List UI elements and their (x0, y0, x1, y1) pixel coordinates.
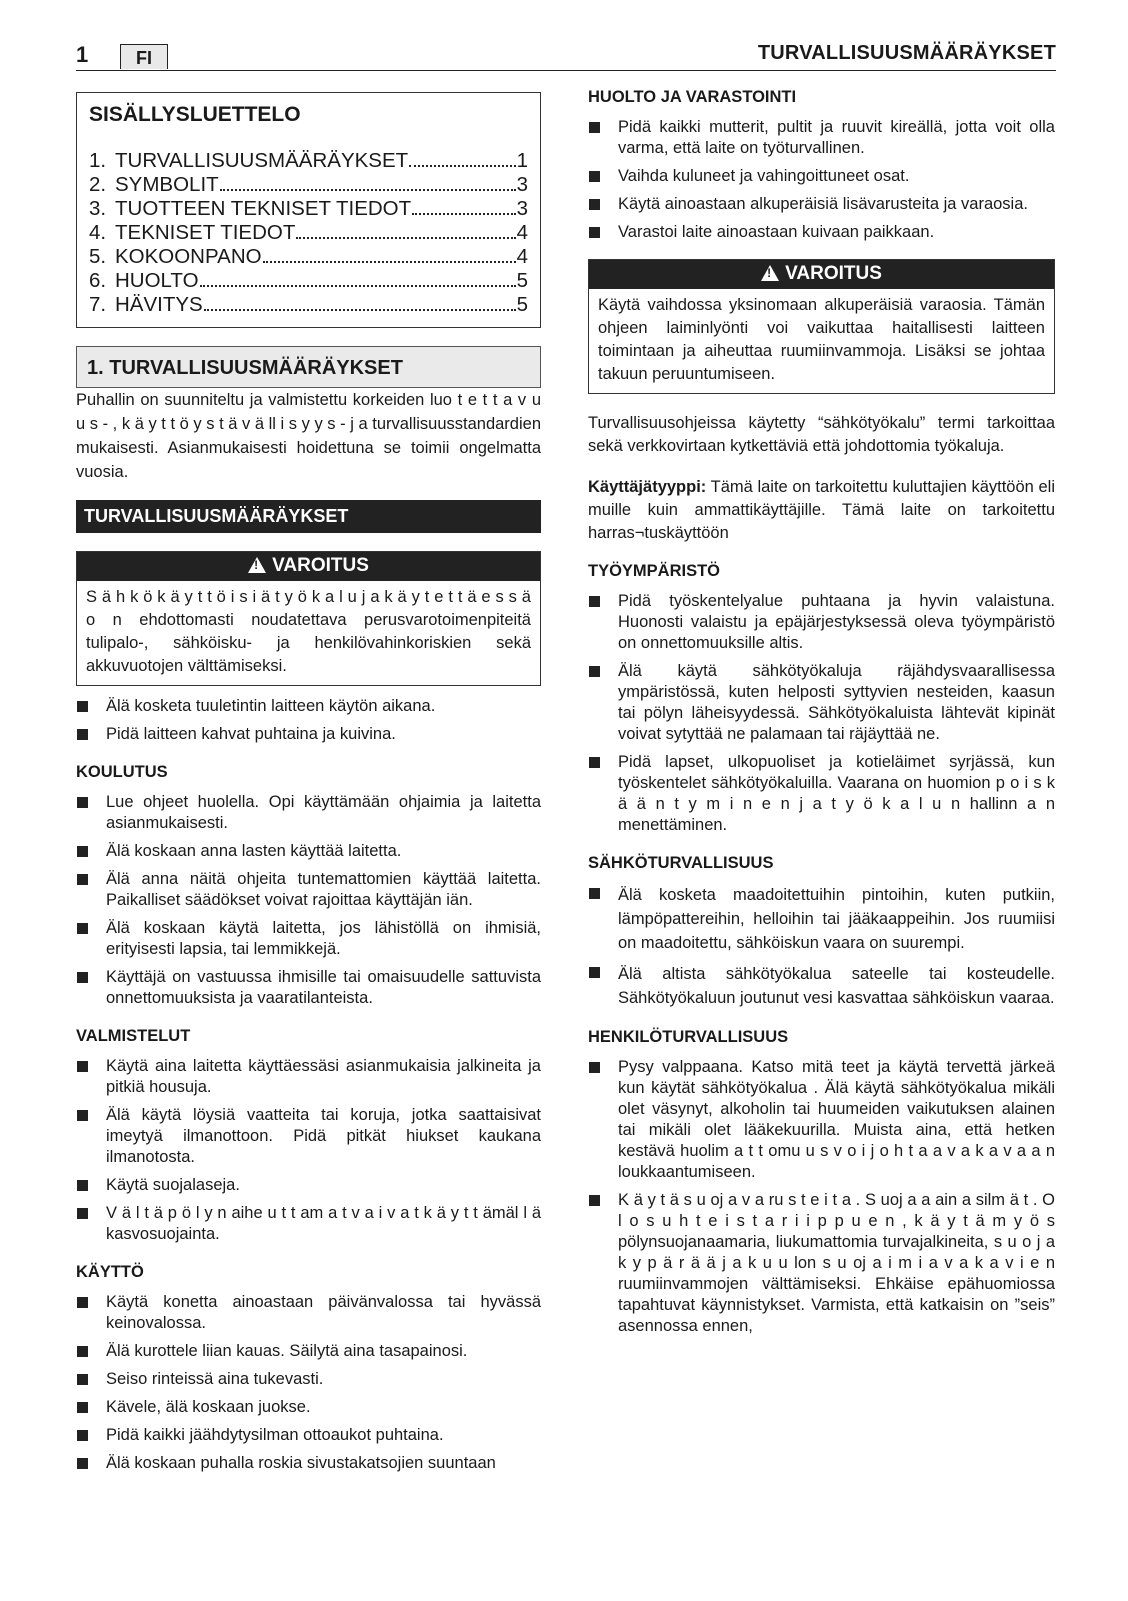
toc-item-number: 7. (89, 293, 107, 316)
bullet-square-icon (77, 923, 88, 934)
bullet-square-icon (589, 171, 600, 182)
list-item (588, 117, 1055, 159)
warning-title: VAROITUS (785, 263, 882, 284)
list-item-text: Älä altista sähkötyökalua sateelle tai kosteudelle. Sähkötyökaluun joutunut vesi kasvattaa sähköiskun vaaraa. (618, 964, 1055, 1007)
toc-leader-dots (296, 221, 515, 239)
bullet-square-icon (77, 1346, 88, 1357)
page-number: 1 (76, 42, 89, 67)
subheading-henkiloturvallisuus: HENKILÖTURVALLISUUS (588, 1027, 789, 1046)
list-item (588, 1190, 1055, 1337)
huolto-list (588, 117, 1055, 243)
list-item (76, 696, 541, 717)
list-item (76, 1453, 541, 1474)
warning-header (589, 260, 1054, 289)
list-item (588, 166, 1055, 187)
list-item (76, 792, 541, 834)
list-item-text: Käytä ainoastaan alkuperäisiä lisävarusteita ja varaosia. (618, 195, 1028, 213)
general-bullet-list (76, 696, 541, 745)
toc-item[interactable] (89, 197, 528, 221)
list-item-text: Pidä kaikki jäähdytysilman ottoaukot puhtaina. (106, 1426, 444, 1444)
list-item-text: Käyttäjä on vastuussa ihmisille tai omaisuudelle sattuvista onnettomuuksista ja vaaratilanteista. (106, 968, 541, 1007)
bullet-square-icon (589, 199, 600, 210)
list-item (76, 1056, 541, 1098)
list-item-text: Seiso rinteissä aina tukevasti. (106, 1370, 324, 1388)
list-item (76, 869, 541, 911)
list-item (76, 841, 541, 862)
list-item (588, 591, 1055, 654)
bullet-square-icon (589, 757, 600, 768)
list-item (76, 1105, 541, 1168)
bullet-square-icon (589, 666, 600, 677)
warning-triangle-icon (248, 557, 266, 573)
subheading-kaytto: KÄYTTÖ (76, 1263, 144, 1281)
toc-item[interactable] (89, 269, 528, 293)
warning-box (588, 259, 1055, 394)
bullet-square-icon (77, 701, 88, 712)
warning-text: Käytä vaihdossa yksinomaan alkuperäisiä varaosia. Tämän ohjeen laiminlyönti voi vaikuttaa haitallisesti laitteen toimintaan ja aiheuttaa ruumiinvammoja. Lisäksi se johtaa takuun peruuntumiseen. (598, 296, 1045, 383)
page-header (76, 36, 1056, 71)
toc-item-number: 2. (89, 173, 107, 196)
bullet-square-icon (589, 1195, 600, 1206)
list-item (588, 661, 1055, 745)
bullet-square-icon (589, 227, 600, 238)
list-item (76, 1341, 541, 1362)
bullet-square-icon (77, 797, 88, 808)
list-item-text: Käytä suojalaseja. (106, 1176, 240, 1194)
list-item-text: Älä kosketa maadoitettuihin pintoihin, kuten putkiin, lämpöpattereihin, helloihin tai jääkaappeihin. Jos ruumiisi on maadoitettu, sähköiskun vaara on suurempi. (618, 885, 1055, 952)
toc-leader-dots (263, 245, 516, 263)
list-item (588, 883, 1055, 955)
toc-item[interactable] (89, 293, 528, 317)
toc-item[interactable] (89, 173, 528, 197)
list-item-text: K ä y t ä s u oj a v a ru s t e i t a . S uoj a a ain a silm ä t . O l o s u h t e i s t a r i i p p u e n , k ä y t ä m y ö s pölynsuojanaamaria, liukumattomia turvajalkineita, s u o j a k y p ä r ä ä j a k u u lon s u oj a i m i a v a k a v i e n ruumiinvammojen välttämiseksi. Ehkäise epähuomiossa tapahtuvat käynnistykset. Varmista, että katkaisin on ”seis” asennossa ennen, (618, 1190, 1055, 1335)
toc-item[interactable] (89, 149, 528, 173)
list-item (588, 752, 1055, 836)
list-item (76, 1175, 541, 1196)
list-item-text: Pidä kaikki mutterit, pultit ja ruuvit kireällä, jotta voit olla varma, että laite on työturvallinen. (618, 118, 1055, 157)
list-item-text: Älä käytä sähkötyökaluja räjähdysvaarallisessa ympäristössä, kuten helposti syttyvien nesteiden, kaasun tai pölyn läheisyydessä. Sähkötyökaluista lähtevät kipinät voivat sytyttää ne palamaan tai räjäyttää ne. (618, 661, 1055, 743)
right-column (588, 88, 1055, 1344)
list-item-text: Pysy valppaana. Katso mitä teet ja käytä tervettä järkeä kun käytät sähkötyökalua . Älä käytä sähkötyökalua mikäli olet väsynyt, alkoholin tai huumeiden vaikutuksen alainen tai mikäli olet lääkekuurilla. Muista aina, että hetken kestävä huolim a t t omu u s v o i j o h t a a v a k a v a a n loukkaantumiseen. (618, 1057, 1055, 1181)
warning-header (77, 552, 540, 581)
toc-item-number: 4. (89, 221, 107, 244)
toc-item-label: KOKOONPANO (115, 245, 262, 268)
list-item (76, 1425, 541, 1446)
toc-item-label: TUOTTEEN TEKNISET TIEDOT (115, 197, 412, 220)
tyoymparisto-list (588, 591, 1055, 836)
bullet-square-icon (77, 1208, 88, 1219)
bullet-square-icon (77, 1297, 88, 1308)
toc-title: SISÄLLYSLUETTELO (89, 103, 301, 126)
table-of-contents (76, 92, 541, 328)
list-item-text: Pidä lapset, ulkopuoliset ja kotieläimet syrjässä, kun työskentelet sähkötyökaluilla. Vaarana on huomion p o i s k ä ä n t y m i n e n j a t y ö k a l u n hallinn a n menettäminen. (618, 752, 1055, 834)
toc-leader-dots (204, 293, 516, 311)
subheading-koulutus: KOULUTUS (76, 763, 168, 781)
list-item-text: Lue ohjeet huolella. Opi käyttämään ohjaimia ja laitetta asianmukaisesti. (106, 793, 541, 832)
bullet-square-icon (77, 1110, 88, 1121)
toc-item-page: 3 (516, 173, 528, 196)
list-item (76, 724, 541, 745)
toc-item-number: 1. (89, 149, 107, 172)
bullet-square-icon (589, 596, 600, 607)
bullet-square-icon (77, 1458, 88, 1469)
toc-item-label: TURVALLISUUSMÄÄRÄYKSET (115, 149, 409, 172)
bullet-square-icon (77, 874, 88, 885)
toc-item-page: 5 (516, 293, 528, 316)
bullet-square-icon (77, 729, 88, 740)
list-item-text: Pidä työskentelyalue puhtaana ja hyvin valaistuna. Huonosti valaistu ja epäjärjestyksessä oleva työympäristö on onnettomuuksille altis. (618, 591, 1055, 652)
toc-leader-dots (200, 269, 516, 287)
toc-item-page: 4 (516, 245, 528, 268)
list-item (588, 222, 1055, 243)
toc-item-page: 1 (516, 149, 528, 172)
toc-item[interactable] (89, 245, 528, 269)
toc-leader-dots (220, 173, 516, 191)
bullet-square-icon (589, 888, 600, 899)
bullet-square-icon (77, 846, 88, 857)
left-column (76, 88, 541, 1481)
toc-leader-dots (409, 149, 515, 167)
warning-text: S ä h k ö k ä y t t ö i s i ä t y ö k a l u j a k ä y t e t t ä e s s ä o n ehdottomasti noudatettava perusvarotoimenpiteitä tulipalo-, sähköisku- ja henkilövahinkoriskien sekä akkuvuotojen välttämiseksi. (86, 588, 531, 675)
list-item-text: Kävele, älä koskaan juokse. (106, 1398, 311, 1416)
kaytto-list (76, 1292, 541, 1474)
toc-list (89, 149, 528, 317)
list-item (588, 1057, 1055, 1183)
toc-item[interactable] (89, 221, 528, 245)
list-item-text: Älä kurottele liian kauas. Säilytä aina tasapainosi. (106, 1342, 468, 1360)
subheading-huolto: HUOLTO JA VARASTOINTI (588, 88, 797, 106)
warning-title: VAROITUS (272, 555, 369, 576)
sahkoturvallisuus-list (588, 883, 1055, 1010)
toc-leader-dots (412, 197, 515, 215)
bullet-square-icon (77, 1180, 88, 1191)
subheading-valmistelut: VALMISTELUT (76, 1027, 191, 1045)
list-item (588, 962, 1055, 1010)
list-item-text: Käytä konetta ainoastaan päivänvalossa tai hyvässä keinovalossa. (106, 1293, 541, 1332)
bullet-square-icon (589, 967, 600, 978)
list-item-text: Varastoi laite ainoastaan kuivaan paikkaan. (618, 223, 935, 241)
subheading-tyoymparisto: TYÖYMPÄRISTÖ (588, 561, 721, 580)
header-title: TURVALLISUUSMÄÄRÄYKSET (757, 42, 1056, 64)
warning-box (76, 551, 541, 686)
toc-item-number: 6. (89, 269, 107, 292)
user-type-paragraph (588, 476, 1055, 545)
toc-item-label: HÄVITYS (115, 293, 203, 316)
safety-heading: TURVALLISUUSMÄÄRÄYKSET (76, 500, 541, 533)
list-item-text: V ä l t ä p ö l y n aihe u t t am a t v a i v a t k ä y t t ämäl l ä kasvosuojainta. (106, 1204, 541, 1243)
bullet-square-icon (589, 1062, 600, 1073)
warning-triangle-icon (761, 265, 779, 281)
list-item (588, 194, 1055, 215)
bullet-square-icon (77, 1402, 88, 1413)
toc-item-page: 5 (516, 269, 528, 292)
subheading-sahkoturvallisuus: SÄHKÖTURVALLISUUS (588, 853, 774, 872)
toc-item-label: SYMBOLIT (115, 173, 219, 196)
list-item (76, 918, 541, 960)
section-title: 1. TURVALLISUUSMÄÄRÄYKSET (76, 346, 541, 388)
bullet-square-icon (77, 972, 88, 983)
user-type-label: Käyttäjätyyppi: (588, 478, 707, 496)
list-item (76, 1369, 541, 1390)
list-item-text: Käytä aina laitetta käyttäessäsi asianmukaisia jalkineita ja pitkiä housuja. (106, 1057, 541, 1096)
list-item (76, 1397, 541, 1418)
toc-item-label: TEKNISET TIEDOT (115, 221, 296, 244)
toc-item-page: 3 (516, 197, 528, 220)
term-paragraph: Turvallisuusohjeissa käytetty “sähkötyökalu” termi tarkoittaa sekä verkkovirtaan kytkettäviä että johdottomia työkaluja. (588, 414, 1055, 455)
list-item-text: Älä kosketa tuuletintin laitteen käytön aikana. (106, 697, 436, 715)
koulutus-list (76, 792, 541, 1009)
language-badge: FI (120, 44, 168, 69)
list-item-text: Älä koskaan käytä laitetta, jos lähistöllä on ihmisiä, erityisesti lapsia, tai lemmikkejä. (106, 919, 541, 958)
bullet-square-icon (77, 1374, 88, 1385)
toc-item-label: HUOLTO (115, 269, 199, 292)
list-item-text: Vaihda kuluneet ja vahingoittuneet osat. (618, 167, 910, 185)
toc-item-page: 4 (516, 221, 528, 244)
list-item (76, 1292, 541, 1334)
toc-item-number: 3. (89, 197, 107, 220)
list-item-text: Pidä laitteen kahvat puhtaina ja kuivina. (106, 725, 396, 743)
bullet-square-icon (589, 122, 600, 133)
toc-item-number: 5. (89, 245, 107, 268)
list-item (76, 967, 541, 1009)
list-item (76, 1203, 541, 1245)
intro-paragraph: Puhallin on suunniteltu ja valmistettu korkeiden luo t e t t a v u u s - , k ä y t t ö y s t ä v ä ll i s y y s - j a turvallisuusstandardien mukaisesti. Asianmukaisesti hoidettuna se toimii ongelmatta vuosia. (76, 391, 541, 481)
henkiloturvallisuus-list (588, 1057, 1055, 1337)
list-item-text: Älä koskaan anna lasten käyttää laitetta. (106, 842, 402, 860)
list-item-text: Älä käytä löysiä vaatteita tai koruja, jotka saattaisivat imeytyä ilmanottoon. Pidä pitkät hiukset kaukana ilmanotosta. (106, 1106, 541, 1166)
user-type-text: Tämä laite on tarkoitettu kuluttajien käyttöön eli muille kuin ammattikäyttäjille. Tämä laite on tarkoitettu harras¬tuskäyttöön (588, 478, 1055, 542)
list-item-text: Älä koskaan puhalla roskia sivustakatsojien suuntaan (106, 1454, 496, 1472)
bullet-square-icon (77, 1430, 88, 1441)
list-item-text: Älä anna näitä ohjeita tuntemattomien käyttää laitetta. Paikalliset säädökset voivat rajoittaa käyttäjän iän. (106, 870, 541, 909)
bullet-square-icon (77, 1061, 88, 1072)
valmistelut-list (76, 1056, 541, 1245)
